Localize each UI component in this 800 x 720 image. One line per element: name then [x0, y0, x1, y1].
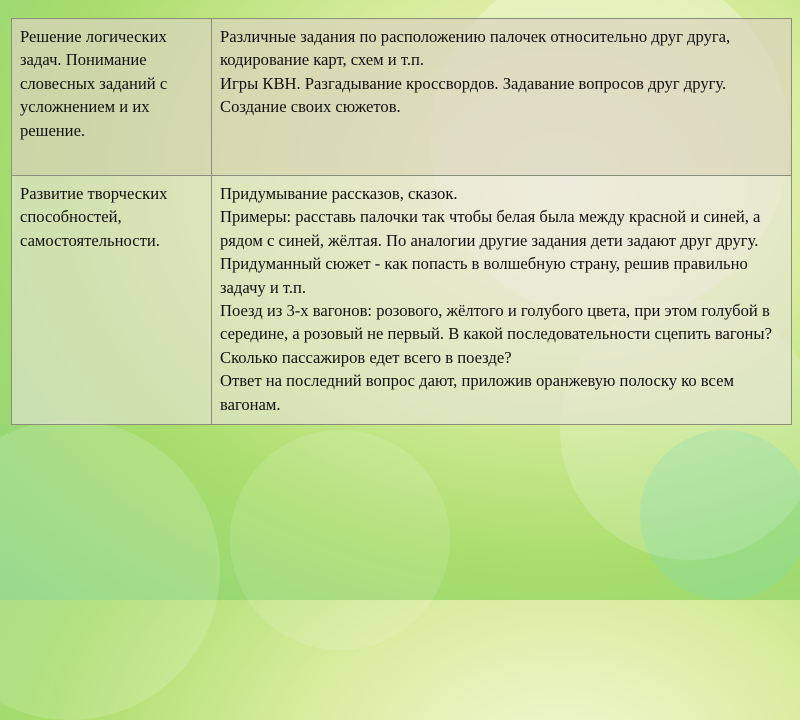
- content-cell: [212, 19, 792, 176]
- content-paragraph: Игры КВН. Разгадывание кроссвордов. Задавание вопросов друг другу. Создание своих сюжетов.: [220, 73, 727, 117]
- activities-table: [11, 18, 792, 425]
- content-paragraph: Примеры: расставь палочки так чтобы белая была между красной и синей, а рядом с синей, жёлтая. По аналогии другие задания дети задают друг другу.: [220, 207, 761, 250]
- background-bubble: [0, 420, 220, 720]
- content-paragraph: Ответ на последний вопрос дают, приложив оранжевую полоску ко всем вагонам.: [220, 371, 734, 414]
- content-paragraph: Различные задания по расположению палочек относительно друг друга, кодирование карт, схем и т.п.: [220, 27, 731, 70]
- topic-text: Решение логических задач. Понимание словесных заданий с усложнением и их решение.: [20, 27, 168, 140]
- content-paragraph: Поезд из 3-х вагонов: розового, жёлтого и голубого цвета, при этом голубой в середине, а розовый не первый. В какой последовательности сцепить вагоны? Сколько пассажиров едет всего в поезде?: [220, 301, 772, 367]
- activities-table-container: [11, 18, 791, 425]
- content-paragraph: Придумывание рассказов, сказок.: [220, 184, 458, 203]
- topic-cell: [12, 19, 212, 176]
- background-bubble: [640, 430, 800, 600]
- topic-text: Развитие творческих способностей, самостоятельности.: [20, 184, 168, 250]
- topic-cell: [12, 176, 212, 425]
- table-row: [12, 19, 792, 176]
- background-bubble: [230, 430, 450, 650]
- table-row: [12, 176, 792, 425]
- content-paragraph: Придуманный сюжет - как попасть в волшебную страну, решив правильно задачу и т.п.: [220, 254, 748, 297]
- content-cell: [212, 176, 792, 425]
